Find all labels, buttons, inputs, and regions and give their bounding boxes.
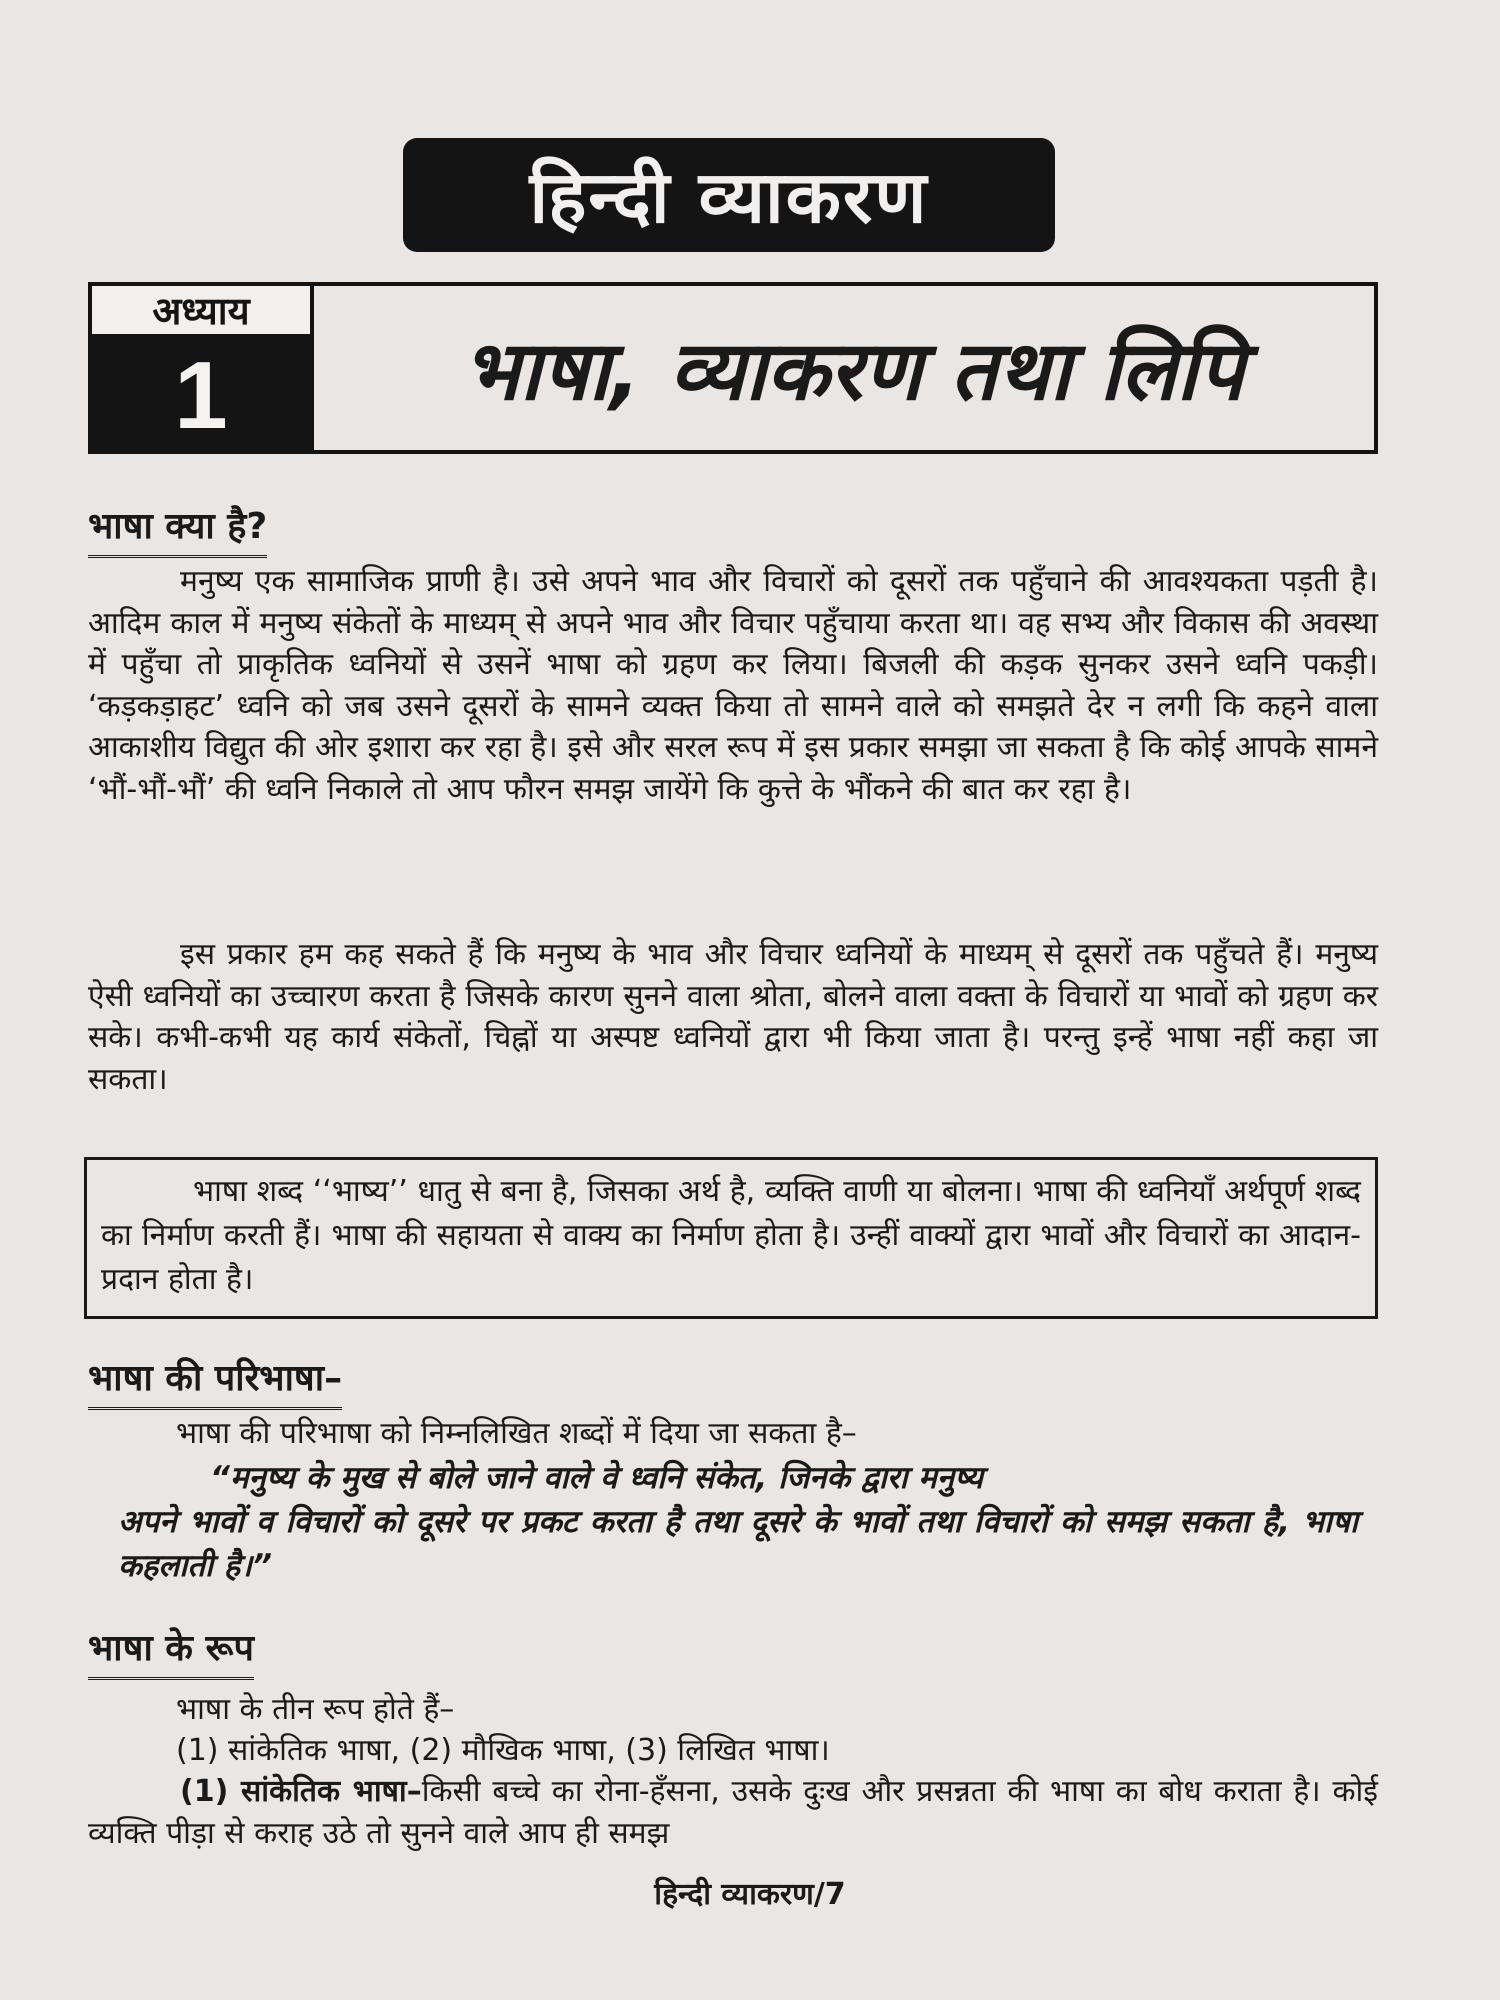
section-heading-definition: भाषा की परिभाषा– [88,1352,342,1410]
sign-language-label: (1) सांकेतिक भाषा– [180,1774,422,1809]
chapter-label: अध्याय [92,286,310,338]
chapter-title: भाषा, व्याकरण तथा लिपि [462,324,1244,419]
quote-rest: अपने भावों व विचारों को दूसरे पर प्रकट करता है तथा दूसरे के भावों तथा विचारों को समझ सकता है, भाषा कहलाती है।” [118,1504,1358,1584]
section-heading-what-is-language: भाषा क्या है? [88,500,267,558]
chapter-divider [310,286,320,450]
quote-line-1: “मनुष्य के मुख से बोले जाने वाले वे ध्वनि संकेत, जिनके द्वारा मनुष्य [210,1460,984,1496]
book-title-banner: हिन्दी व्याकरण [403,138,1055,252]
section-heading-forms: भाषा के रूप [88,1622,254,1680]
chapter-number: 1 [174,342,228,449]
page-footer: हिन्दी व्याकरण/7 [654,1877,846,1912]
forms-intro: भाषा के तीन रूप होते हैं– [176,1692,455,1727]
note-text: भाषा शब्द ‘‘भाष्य’’ धातु से बना है, जिसका अर्थ है, व्यक्ति वाणी या बोलना। भाषा की ध्वनियाँ अर्थपूर्ण शब्द का निर्माण करती हैं। भाषा की सहायता से वाक्य का निर्माण होता है। उन्हीं वाक्यों द्वारा भावों और विचारों का आदान-प्रदान होता है। [101,1174,1361,1297]
forms-list: (1) सांकेतिक भाषा, (2) मौखिक भाषा, (3) लिखित भाषा। [176,1733,830,1768]
sign-language-text: किसी बच्चे का रोना-हँसना, उसके दुःख और प्रसन्नता की भाषा का बोध कराता है। कोई व्यक्ति पीड़ा से कराह उठे तो सुनने वाले आप ही समझ [88,1774,1379,1851]
definition-note-box [84,1157,1378,1319]
paragraph-1: मनुष्य एक सामाजिक प्राणी है। उसे अपने भाव और विचारों को दूसरों तक पहुँचाने की आवश्यकता पड़ती है। आदिम काल में मनुष्य संकेतों के माध्यम् से अपने भाव और विचार पहुँचाया करता था। वह सभ्य और विकास की अवस्था में पहुँचा तो प्राकृतिक ध्वनियों से उसनें भाषा को ग्रहण कर लिया। बिजली की कड़क सुनकर उसने ध्वनि पकड़ी। ‘कड़कड़ाहट’ ध्वनि को जब उसने दूसरों के सामने व्यक्त किया तो सामने वाले को समझते देर न लगी कि कहने वाला आकाशीय विद्युत की ओर इशारा कर रहा है। इसे और सरल रूप में इस प्रकार समझा जा सकता है कि कोई आपके सामने ‘भौं-भौं-भौं’ की ध्वनि निकाले तो आप फौरन समझ जायेंगे कि कुत्ते के भौंकने की बात कर रहा है। [88,564,1378,807]
definition-quote [118,1456,1358,1588]
sign-language-paragraph [88,1771,1378,1854]
paragraph-2: इस प्रकार हम कह सकते हैं कि मनुष्य के भाव और विचार ध्वनियों के माध्यम् से दूसरों तक पहुँचते हैं। मनुष्य ऐसी ध्वनियों का उच्चारण करता है जिसके कारण सुनने वाला श्रोता, बोलने वाला वक्ता के विचारों या भावों को ग्रहण कर सके। कभी-कभी यह कार्य संकेतों, चिह्नों या अस्पष्ट ध्वनियों द्वारा भी किया जाता है। परन्तु इन्हें भाषा नहीं कहा जा सकता। [88,937,1378,1097]
chapter-header [88,282,1378,454]
definition-intro: भाषा की परिभाषा को निम्नलिखित शब्दों में दिया जा सकता है– [176,1416,857,1451]
